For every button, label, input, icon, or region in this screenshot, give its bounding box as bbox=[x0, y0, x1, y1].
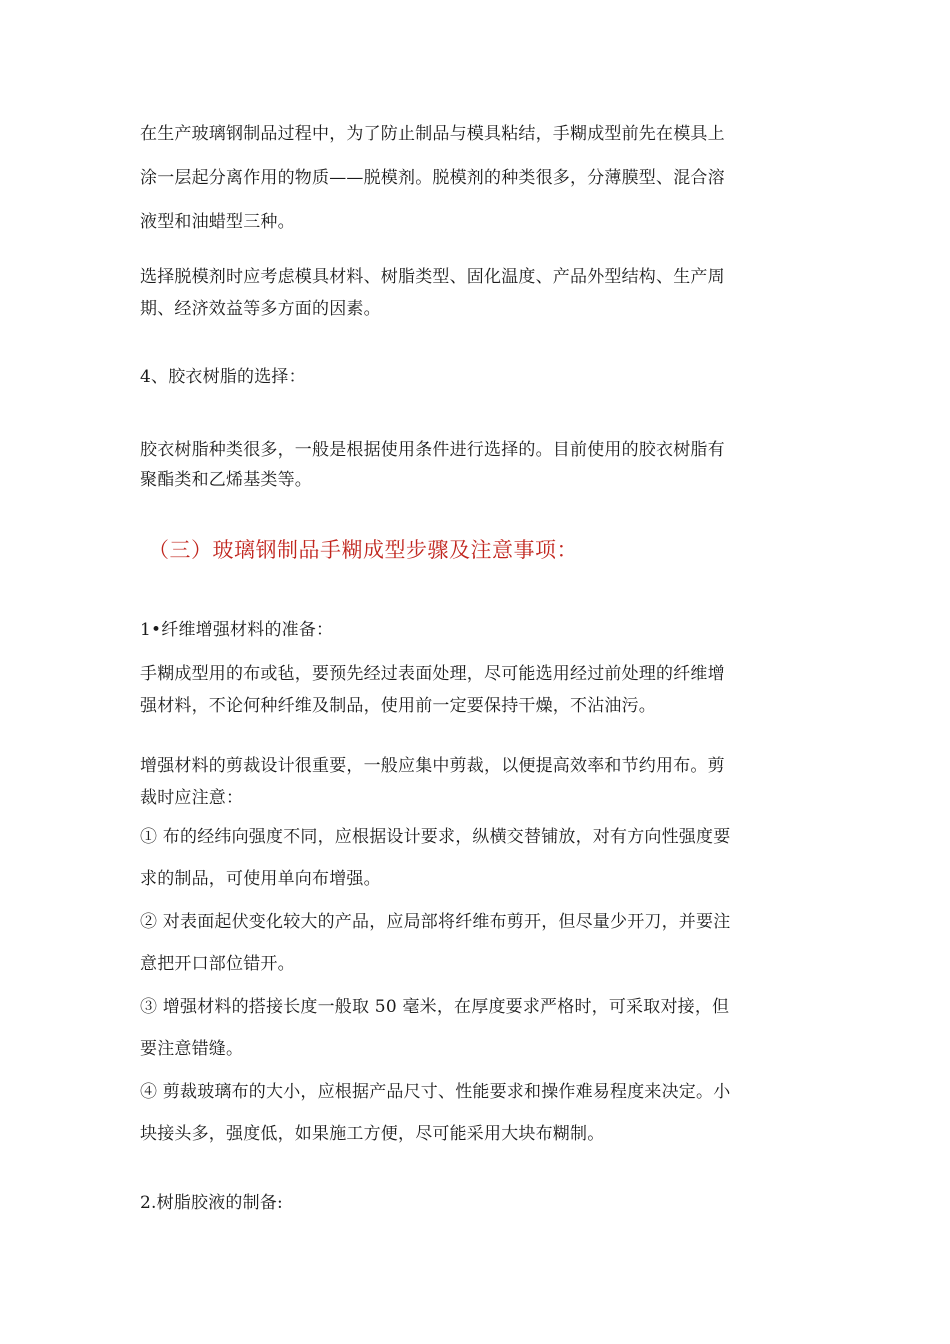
subheading-fiber-preparation bbox=[140, 619, 805, 641]
text-line: 涂一层起分离作用的物质——脱模剂。脱模剂的种类很多，分薄膜型、混合溶 bbox=[140, 168, 725, 188]
section-heading: （三）玻璃钢制品手糊成型步骤及注意事项： bbox=[148, 538, 578, 562]
paragraph-cutting-design bbox=[140, 755, 805, 809]
text-line: 块接头多，强度低，如果施工方便，尽可能采用大块布糊制。 bbox=[140, 1124, 605, 1144]
subheading-gelcoat bbox=[140, 366, 805, 388]
paragraph-gelcoat bbox=[140, 439, 805, 491]
list-item bbox=[140, 996, 805, 1060]
text-line: 手糊成型用的布或毡，要预先经过表面处理，尽可能选用经过前处理的纤维增 bbox=[140, 664, 725, 684]
text-line: ② 对表面起伏变化较大的产品，应局部将纤维布剪开，但尽量少开刀，并要注 bbox=[140, 912, 731, 932]
text-line: 液型和油蜡型三种。 bbox=[140, 212, 295, 232]
paragraph-fiber-treatment bbox=[140, 663, 805, 717]
text-line: ③ 增强材料的搭接长度一般取 50 毫米，在厚度要求严格时，可采取对接，但 bbox=[140, 997, 730, 1017]
text-line: 在生产玻璃钢制品过程中，为了防止制品与模具粘结，手糊成型前先在模具上 bbox=[140, 124, 725, 144]
text-line: 选择脱模剂时应考虑模具材料、树脂类型、固化温度、产品外型结构、生产周 bbox=[140, 267, 725, 287]
text-line: 2.树脂胶液的制备: bbox=[140, 1193, 283, 1213]
text-line: 4、胶衣树脂的选择： bbox=[140, 367, 306, 387]
text-line: 胶衣树脂种类很多，一般是根据使用条件进行选择的。目前使用的胶衣树脂有 bbox=[140, 440, 725, 460]
text-line: 裁时应注意： bbox=[140, 788, 244, 808]
text-line: 期、经济效益等多方面的因素。 bbox=[140, 299, 381, 319]
list-item bbox=[140, 1081, 805, 1145]
text-line: 求的制品，可使用单向布增强。 bbox=[140, 869, 381, 889]
subheading-resin-preparation bbox=[140, 1192, 805, 1214]
paragraph-release-agent-selection bbox=[140, 266, 805, 320]
text-line: 要注意错缝。 bbox=[140, 1039, 244, 1059]
list-item bbox=[140, 826, 805, 890]
text-line: 强材料，不论何种纤维及制品，使用前一定要保持干燥，不沾油污。 bbox=[140, 696, 656, 716]
paragraph-release-agent bbox=[140, 123, 805, 233]
text-line: 意把开口部位错开。 bbox=[140, 954, 295, 974]
text-line: 1•纤维增强材料的准备： bbox=[140, 620, 334, 640]
text-line: 增强材料的剪裁设计很重要，一般应集中剪裁，以便提高效率和节约用布。剪 bbox=[140, 756, 725, 776]
text-line: 聚酯类和乙烯基类等。 bbox=[140, 470, 312, 490]
text-line: ④ 剪裁玻璃布的大小，应根据产品尺寸、性能要求和操作难易程度来决定。小 bbox=[140, 1082, 731, 1102]
text-line: ① 布的经纬向强度不同，应根据设计要求，纵横交替铺放，对有方向性强度要 bbox=[140, 827, 731, 847]
list-item bbox=[140, 911, 805, 975]
